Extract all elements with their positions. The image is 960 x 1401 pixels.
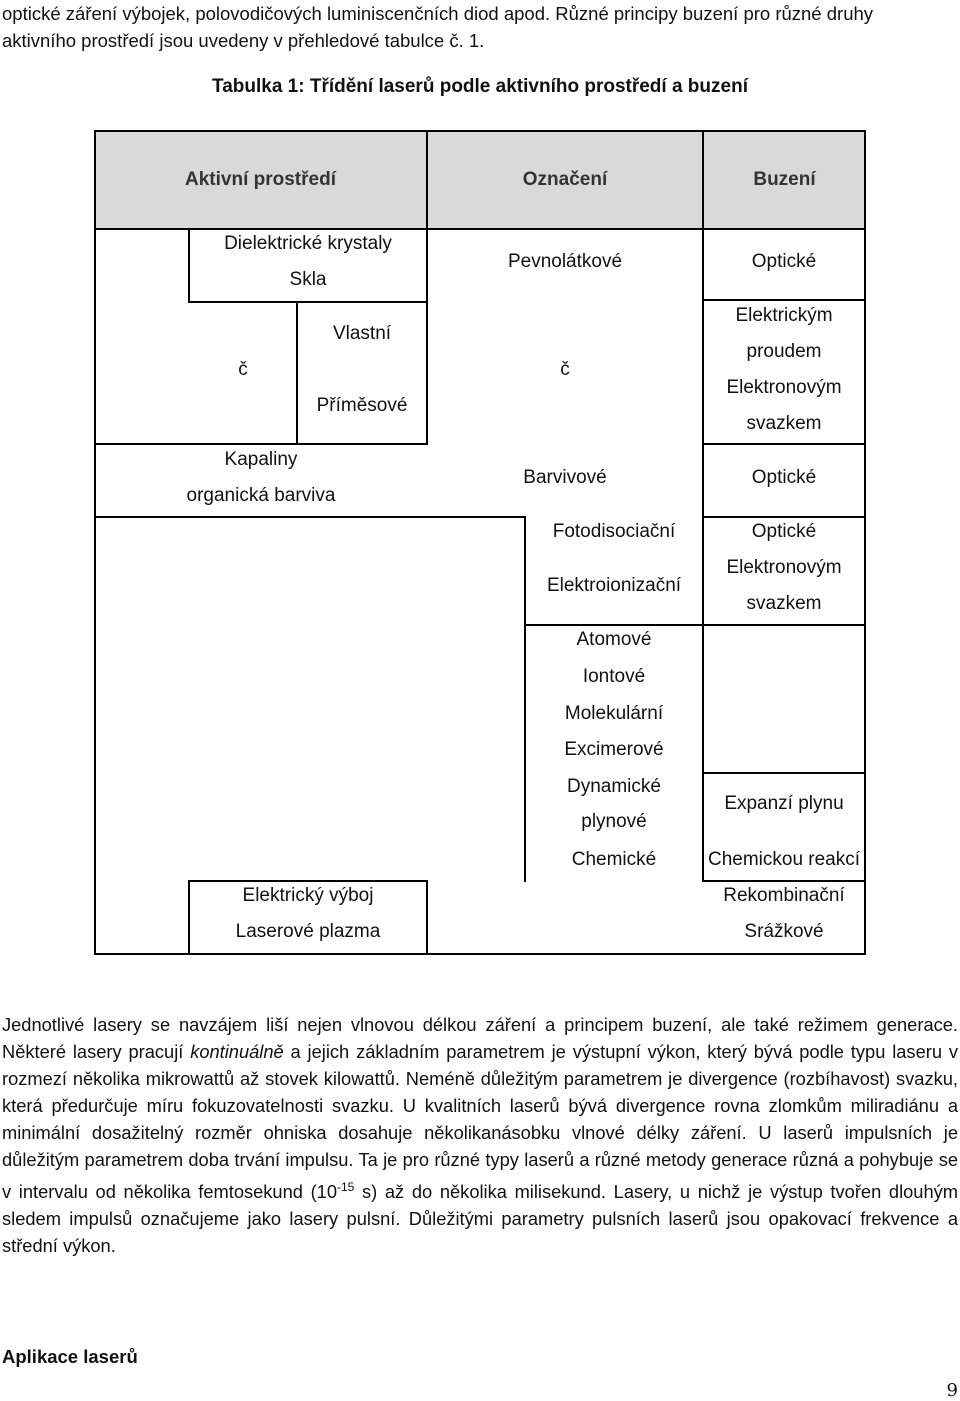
body-text-italic: kontinuálně: [190, 1041, 284, 1063]
cell-opticke-3: Optické: [751, 521, 817, 542]
cell-dielektricke-krystaly: Dielektrické krystaly: [224, 233, 392, 254]
cell-iontove: Iontové: [582, 666, 646, 687]
cell-atomove: Atomové: [576, 629, 652, 650]
cell-kapaliny: Kapaliny: [224, 449, 298, 470]
cell-laserove-plazma: Laserové plazma: [235, 921, 381, 942]
cell-elektroionizacni: Elektroionizační: [546, 575, 682, 596]
cell-skla: Skla: [289, 269, 327, 290]
body-paragraph: [2, 1011, 958, 1259]
cell-excimerove: Excimerové: [564, 739, 664, 760]
cell-srazkove: Srážkové: [744, 921, 824, 942]
intro-line-1: optické záření výbojek, polovodičových luminiscenčních diod apod. Různé principy buzení pro různé druhy: [2, 3, 874, 24]
cell-plynove: plynové: [581, 811, 647, 832]
cell-barvivove: Barvivové: [523, 467, 607, 488]
cell-elektronovym-2: Elektronovým: [726, 557, 842, 578]
intro-line-2: aktivního prostředí jsou uvedeny v přehledové tabulce č. 1.: [2, 30, 485, 51]
page-number: 9: [946, 1380, 958, 1401]
cell-rekombinacni: Rekombinační: [723, 885, 845, 906]
cell-elektricky-vyboj: Elektrický výboj: [242, 885, 374, 906]
cell-elektronovym-1: Elektronovým: [726, 377, 842, 398]
cell-svazkem-2: svazkem: [746, 593, 822, 614]
cell-c-mid: č: [560, 359, 570, 380]
cell-opticke-1: Optické: [751, 251, 817, 272]
header-aktivni-prostredi: Aktivní prostředí: [185, 169, 336, 190]
cell-dynamicke: Dynamické: [567, 776, 661, 797]
cell-opticke-2: Optické: [751, 467, 817, 488]
body-text-2: a jejich základním parametrem je výstupní výkon, který bývá podle typu laseru v rozmezí několika mikrowattů až stovek kilowattů. Neméně důležitým parametrem je divergence (rozbíhavost) svazku, která předurčuje míru fokuzovatelnosti svazku. U kvalitních laserů bývá divergence rovna zlomkům miliradiánu a minimální dosažitelný rozměr ohniska dosahuje několikanásobku vlnové délky záření. U laserů impulsních je důležitým parametrem doba trvání impulsu. Ta je pro různé typy laserů a různé metody generace různá a pohybuje se v intervalu od několika femtosekund (10: [2, 1041, 958, 1202]
cell-organicka-barviva: organická barviva: [186, 485, 336, 506]
cell-pevnolatkove: Pevnolátkové: [507, 251, 623, 272]
body-text-1: Jednotlivé lasery se navzájem liší nejen vlnovou délkou záření a principem buzení, ale také režimem generace. Některé lasery pracují: [2, 1014, 958, 1063]
cell-chemicke: Chemické: [571, 849, 657, 870]
header-buzeni: Buzení: [753, 169, 816, 190]
cell-chemickou-reakci: Chemickou reakcí: [707, 849, 861, 870]
cell-elektrickym: Elektrickým: [735, 305, 833, 326]
cell-c-left: č: [238, 359, 248, 380]
cell-primesove: Příměsové: [316, 395, 408, 416]
section-heading: Aplikace laserů: [2, 1346, 138, 1367]
body-text-3: s) až do několika milisekund. Lasery, u nichž je výstup tvořen dlouhým sledem impulsů označujeme jako lasery pulsní. Důležitými parametry pulsních laserů jsou opakovací frekvence a střední výkon.: [2, 1180, 958, 1256]
cell-svazkem-1: svazkem: [746, 413, 822, 434]
table-caption: Tabulka 1: Třídění laserů podle aktivního prostředí a buzení: [212, 76, 748, 97]
header-oznaceni: Označení: [522, 169, 608, 190]
body-text-exponent: -15: [337, 1179, 355, 1194]
cell-molekularni: Molekulární: [564, 703, 664, 724]
cell-proudem: proudem: [746, 341, 822, 362]
cell-vlastni: Vlastní: [332, 323, 392, 344]
cell-expanzi-plynu: Expanzí plynu: [724, 793, 844, 814]
cell-fotodisociacni: Fotodisociační: [552, 521, 676, 542]
